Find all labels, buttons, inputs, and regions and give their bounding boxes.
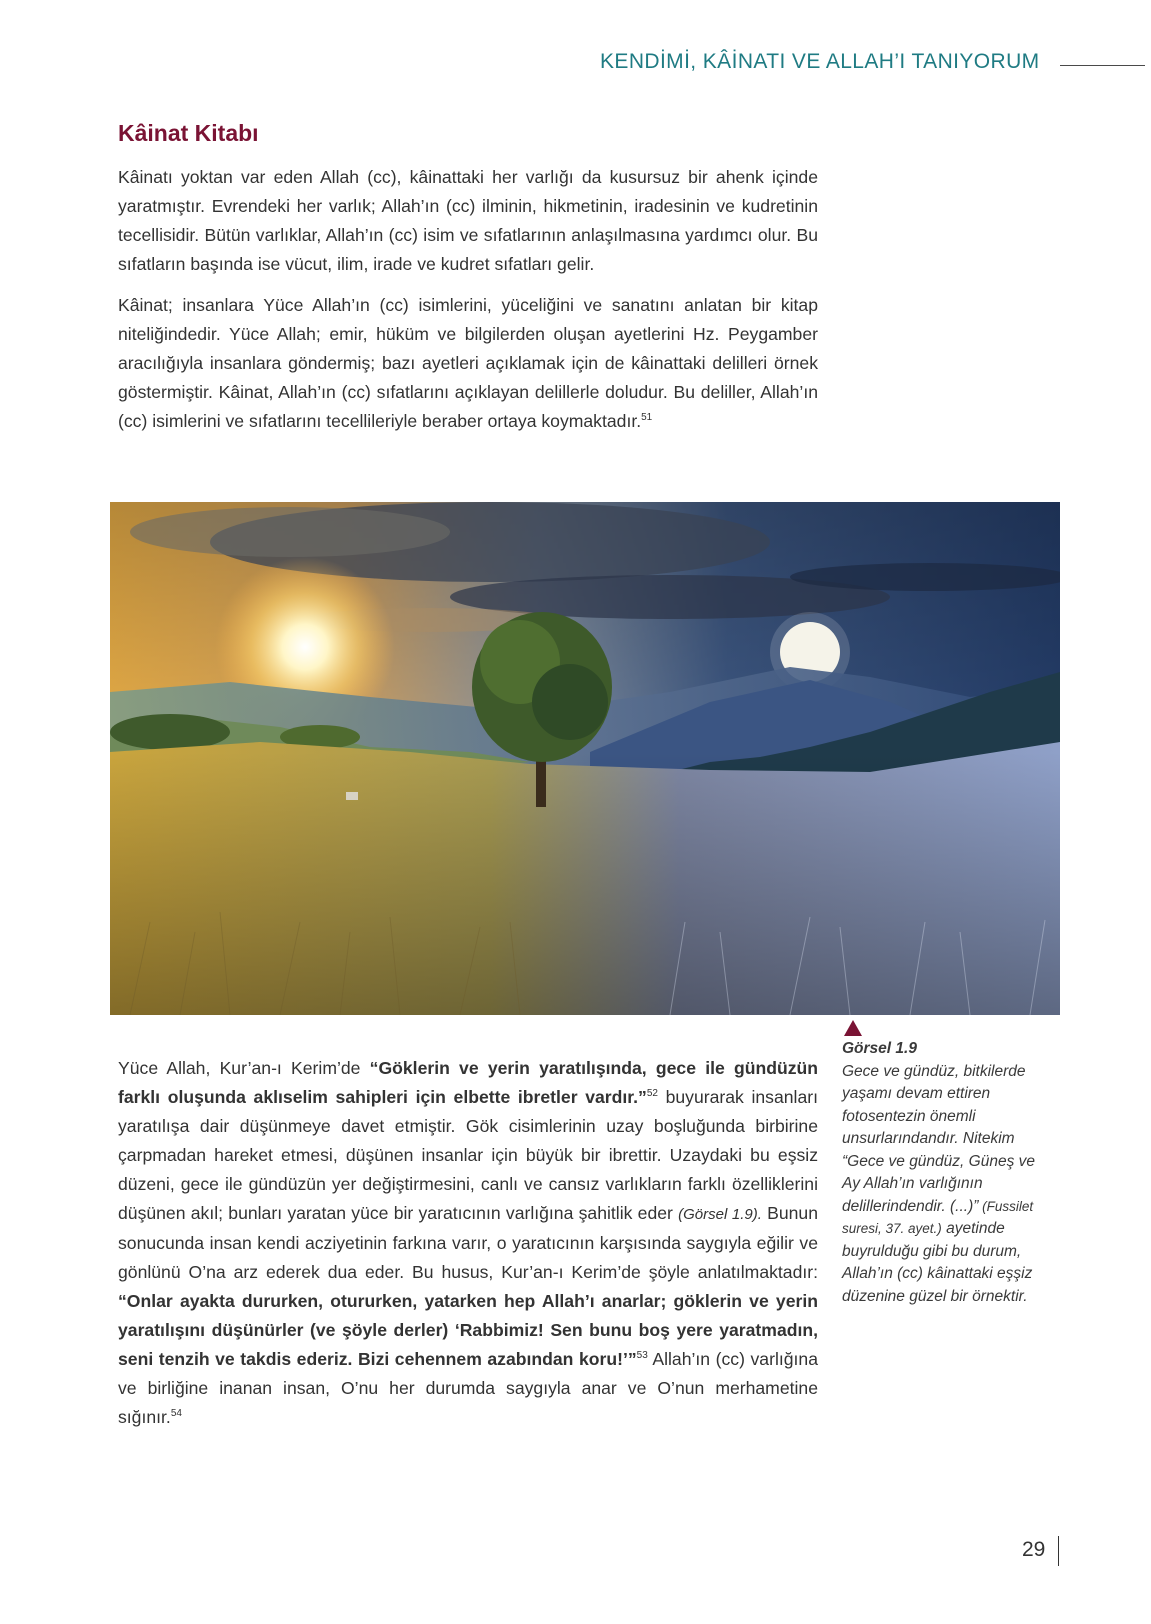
landscape-day-night-image — [110, 502, 1060, 1015]
footnote-ref-51: 51 — [641, 412, 653, 423]
caption-body — [842, 1061, 1047, 1309]
quote-verse-1: “Göklerin ve yerin yaratılışında, gece ile gündüzün farklı oluşunda aklıselim sahipleri için elbette ibretler vardır.” — [118, 1058, 818, 1107]
footnote-ref-53: 53 — [636, 1350, 648, 1361]
running-header-title: KENDİMİ, KÂİNATI VE ALLAH’I TANIYORUM — [600, 50, 1040, 73]
footnote-ref-54: 54 — [170, 1408, 182, 1419]
caption-text-1: Gece ve gündüz, bitkilerde yaşamı devam ettiren fotosentezin önemli unsurlarındandır. Nitekim “Gece ve gündüz, Güneş ve Ay Allah’ın varlığının delillerindendir. (...)” — [842, 1062, 1036, 1215]
paragraph-1: Kâinatı yoktan var eden Allah (cc), kâinattaki her varlığı da kusursuz bir ahenk içinde yaratmıştır. Evrendeki her varlık; Allah’ın (cc) ilminin, hikmetinin, iradesinin ve kudretinin tecellisidir. Bütün varlıklar, Allah’ın (cc) isim ve sıfatlarının anlaşılmasına yardımcı olur. Bu sıfatların başında ise vücut, ilim, irade ve kudret sıfatları gelir. — [118, 167, 818, 274]
caption-text-2: ayetinde buyrulduğu gibi bu durum, Allah’ın (cc) kâinattaki eşşiz düzenine güzel bir örnektir. — [842, 1220, 1033, 1305]
paragraph-2-text: Kâinat; insanlara Yüce Allah’ın (cc) isimlerini, yüceliğini ve sanatını anlatan bir kitap niteliğindedir. Yüce Allah; emir, hüküm ve bilgilerden oluşan ayetlerini Hz. Peygamber aracılığıyla insanlara göndermiş; bazı ayetleri açıklamak için de kâinattaki delilleri örnek göstermiştir. Kâinat, Allah’ın (cc) sıfatlarını açıklayan delillerle doludur. Bu deliller, Allah’ın (cc) isimlerini ve sıfatlarını tecellileriyle beraber ortaya koymaktadır. — [118, 295, 818, 431]
page-number-rule — [1058, 1536, 1059, 1566]
caption-title: Görsel 1.9 — [842, 1040, 917, 1057]
caption-triangle-icon — [844, 1020, 862, 1036]
section-title: Kâinat Kitabı — [118, 120, 259, 146]
quote-verse-2: “Onlar ayakta dururken, otururken, yatarken hep Allah’ı anarlar; göklerin ve yerin yaratılışını düşünürler (ve şöyle derler) ‘Rabbimiz! Sen bunu boş yere yaratmadın, seni tenzih ve takdis ederiz. Bizi cehennem azabından koru!’” — [118, 1291, 818, 1369]
paragraph-3-text-3: Bunun sonucunda insan kendi acziyetinin farkına varır, o yaratıcının karşısında saygıyla eğilir ve gönlünü O’na arz ederek dua eder. Bu husus, Kur’an-ı Kerim’de şöyle anlatılmaktadır: — [118, 1203, 819, 1282]
page-number: 29 — [1022, 1538, 1046, 1561]
paragraph-3-text-2: buyurarak insanları yaratılışa dair düşünmeye davet etmiştir. Gök cisimlerinin uzay boşluğunda birbirine çarpmadan hareket etmesi, düşünen insanlar için büyük bir ibrettir. Uzaydaki bu eşsiz düzeni, gece ile gündüzün yer değiştirmesini, canlı ve cansız varlıkların farklı özelliklerini düşünen akıl; bunları yaratan yüce bir yaratıcının varlığına şahitlik eder — [118, 1087, 818, 1223]
header-rule — [1060, 65, 1145, 66]
paragraph-2 — [118, 291, 818, 436]
caption-source: (Fussilet suresi, 37. ayet.) — [842, 1198, 1034, 1236]
footnote-ref-52: 52 — [646, 1088, 658, 1099]
figure-caption — [842, 1020, 1047, 1308]
figure-reference: (Görsel 1.9). — [678, 1206, 762, 1223]
paragraph-3-text-4: Allah’ın (cc) varlığına ve birliğine inanan insan, O’nu her durumda saygıyla anar ve O’nun merhametine sığınır. — [118, 1349, 818, 1427]
paragraph-3 — [118, 1054, 818, 1432]
paragraph-3-text-1: Yüce Allah, Kur’an-ı Kerim’de — [118, 1058, 370, 1078]
